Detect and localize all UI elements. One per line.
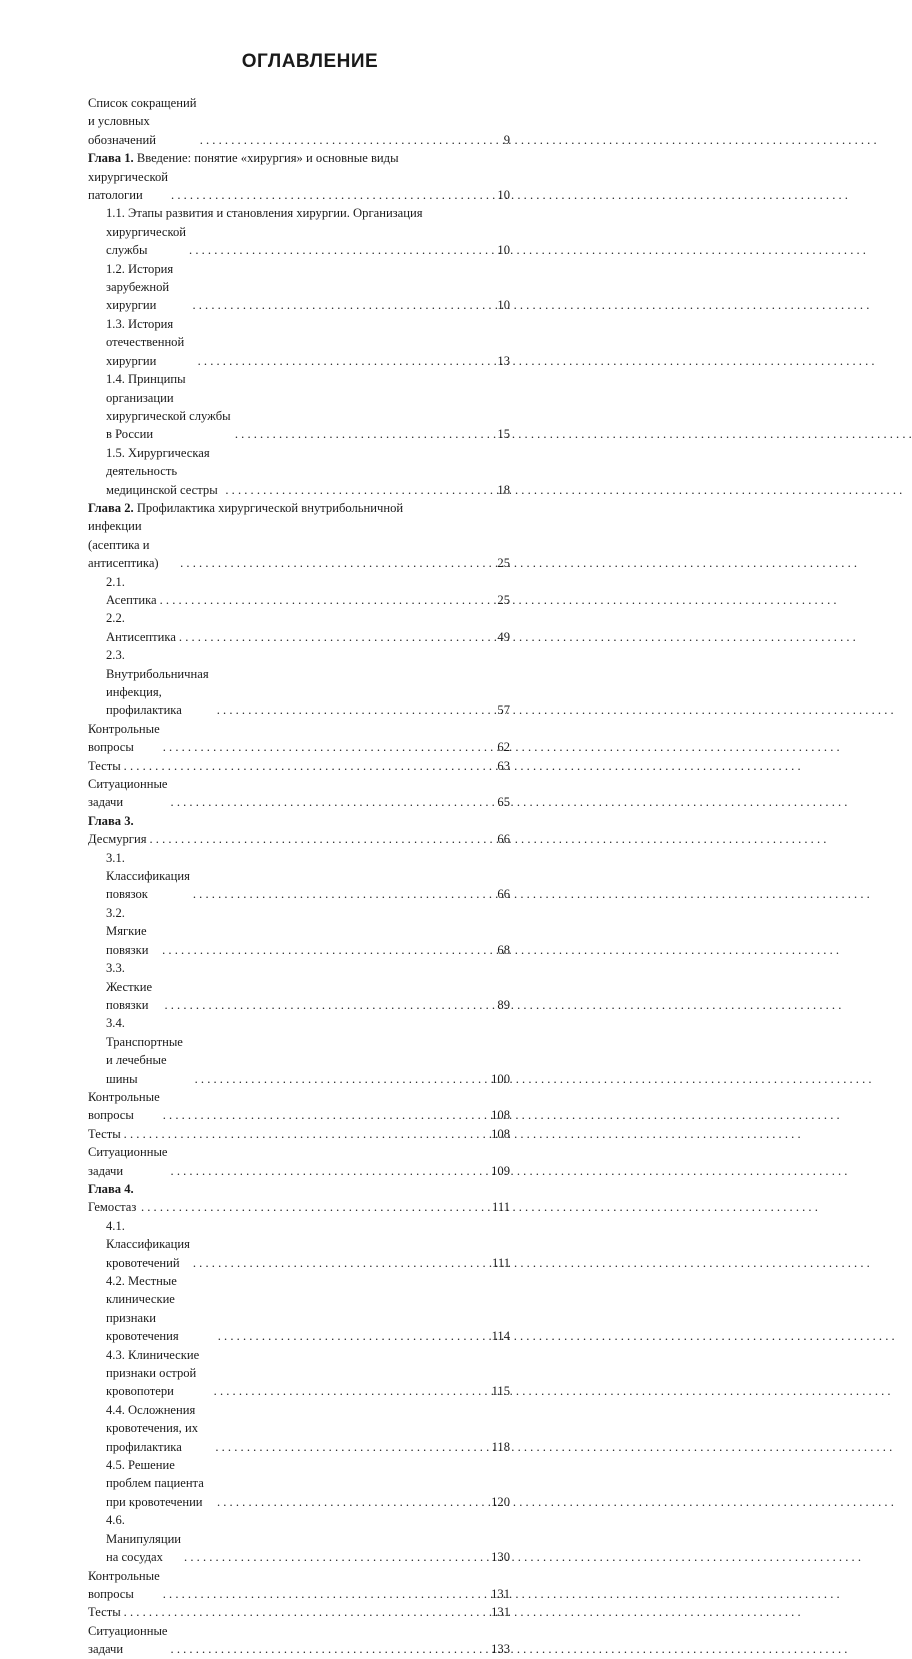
toc-entry[interactable] — [88, 1143, 510, 1180]
toc-entry[interactable] — [88, 646, 510, 720]
toc-page-number: 120 — [491, 1494, 510, 1509]
toc-entry-text: Ситуационные задачи — [88, 1145, 168, 1178]
toc-entry-text: 3.1. Классификация повязок — [106, 850, 190, 902]
dot-leader — [217, 1493, 488, 1511]
toc-entry[interactable] — [88, 1217, 510, 1272]
toc-entry-text: Ситуационные задачи — [88, 1623, 168, 1657]
toc-page-number: 133 — [491, 1642, 510, 1657]
toc-entry-label — [106, 444, 222, 499]
dot-leader — [180, 554, 494, 572]
toc-entry-label — [88, 1180, 138, 1217]
toc-entry-text: Контрольные вопросы — [88, 721, 160, 755]
dot-leader — [200, 131, 501, 149]
toc-entry-text: Тесты — [88, 758, 121, 773]
toc-page-number: 49 — [497, 629, 510, 644]
toc-entry[interactable] — [88, 904, 510, 959]
toc-page-number: 114 — [491, 1329, 510, 1344]
toc-entry[interactable] — [88, 1272, 510, 1346]
toc-page-number: 57 — [497, 703, 510, 718]
toc-entry-label — [88, 94, 197, 149]
toc-entry-label — [106, 609, 176, 646]
dot-leader — [198, 352, 495, 370]
toc-entry-text: хирургической службы — [106, 224, 187, 258]
toc-entry-text: Введение: понятие «хирургия» и основные виды — [136, 151, 399, 166]
toc-page-number: 89 — [497, 997, 510, 1012]
toc-entry[interactable] — [88, 1401, 510, 1456]
toc-entry[interactable] — [88, 1456, 510, 1511]
toc-entry-text: 3.4. Транспортные и лечебные шины — [106, 1016, 183, 1086]
toc-entry[interactable] — [88, 812, 510, 849]
toc-chapter-prefix: Глава 2. — [88, 500, 134, 515]
toc-entry-label — [106, 646, 214, 720]
toc-entry[interactable] — [88, 204, 510, 222]
toc-entry[interactable] — [88, 609, 510, 646]
dot-leader — [225, 481, 494, 499]
toc-entry[interactable] — [88, 1567, 510, 1604]
toc-page-number: 68 — [497, 942, 510, 957]
toc-entry-text: 2.3. Внутрибольничная инфекция, профилактика — [106, 648, 209, 718]
dot-leader — [163, 1106, 488, 1124]
toc-entry[interactable] — [88, 94, 510, 149]
toc-entry-label — [88, 1088, 160, 1125]
toc-chapter-prefix: Глава 1. — [88, 151, 134, 166]
toc-chapter-prefix: Глава 4. — [88, 1181, 134, 1196]
dot-leader — [184, 1548, 488, 1566]
toc-entry-text: Ситуационные задачи — [88, 777, 168, 810]
dot-leader — [171, 186, 494, 204]
dot-leader — [192, 296, 494, 314]
toc-entry[interactable] — [88, 223, 510, 260]
toc-entry[interactable] — [88, 517, 510, 572]
toc-entry-text: Тесты — [88, 1605, 121, 1620]
toc-entry-label — [106, 849, 190, 904]
toc-entry-text: Контрольные вопросы — [88, 1568, 160, 1601]
dot-leader — [218, 1327, 489, 1345]
toc-entry-text: 1.4. Принципы организации хирургической службы в России — [106, 372, 231, 442]
dot-leader — [124, 1125, 488, 1143]
toc-entry-label — [106, 1346, 211, 1401]
toc-entry-text: 3.3. Жесткие повязки — [106, 961, 153, 1012]
toc-page-number: 130 — [491, 1550, 510, 1565]
toc-entry[interactable] — [88, 444, 510, 499]
toc-entry-label — [88, 149, 399, 167]
toc-entry-label — [106, 370, 232, 444]
toc-entry-text: Контрольные вопросы — [88, 1089, 160, 1123]
toc-entry-label — [106, 260, 189, 315]
toc-entry-label — [106, 1456, 214, 1511]
toc-entry-label — [88, 775, 168, 812]
toc-page-number: 62 — [497, 740, 510, 755]
toc-page-number: 10 — [497, 243, 510, 258]
toc-entry[interactable] — [88, 775, 510, 812]
toc-page-number: 15 — [497, 427, 510, 442]
dot-leader — [150, 830, 495, 848]
toc-entry-label — [88, 1143, 168, 1180]
toc-entry[interactable] — [88, 168, 510, 205]
toc-entry[interactable] — [88, 1622, 510, 1659]
toc-page — [88, 48, 510, 1659]
toc-chapter-prefix: Глава 3. — [88, 813, 134, 828]
toc-page-number: 25 — [497, 556, 510, 571]
toc-entry-label — [88, 1622, 168, 1659]
toc-entry[interactable] — [88, 1125, 510, 1143]
toc-entry[interactable] — [88, 849, 510, 904]
toc-page-number: 10 — [497, 298, 510, 313]
toc-entry-text: 2.1. Асептика — [106, 574, 157, 607]
toc-list — [88, 94, 510, 1659]
toc-entry-label — [106, 573, 157, 610]
toc-entry-text: 4.6. Манипуляции на сосудах — [106, 1513, 182, 1565]
toc-entry-text: 1.3. История отечественной хирургии — [106, 316, 185, 368]
toc-entry[interactable] — [88, 499, 510, 517]
dot-leader — [215, 1438, 488, 1456]
toc-page-number: 18 — [497, 482, 510, 497]
toc-entry-label — [88, 757, 121, 775]
toc-entry-text: 1.5. Хирургическая деятельность медицинской сестры — [106, 445, 218, 497]
page-title: ОГЛАВЛЕНИЕ — [241, 51, 379, 72]
dot-leader — [193, 1254, 489, 1272]
toc-page-number: 65 — [497, 795, 510, 810]
toc-entry[interactable] — [88, 1014, 510, 1088]
toc-page-number: 66 — [497, 832, 510, 847]
toc-entry-label — [106, 223, 186, 260]
toc-page-number: 9 — [503, 132, 510, 147]
toc-entry-label — [106, 1014, 192, 1088]
toc-entry-label — [106, 1401, 212, 1456]
toc-entry-text: Гемостаз — [88, 1200, 137, 1215]
toc-entry-text: Десмургия — [88, 832, 147, 847]
dot-leader — [171, 1162, 489, 1180]
dot-leader — [160, 591, 495, 609]
toc-entry-text: 4.2. Местные клинические признаки кровотечения — [106, 1274, 179, 1344]
toc-entry-label — [106, 1511, 181, 1566]
toc-entry[interactable] — [88, 573, 510, 610]
dot-leader — [171, 793, 495, 811]
toc-page-number: 66 — [497, 887, 510, 902]
toc-page-number: 115 — [491, 1384, 510, 1399]
toc-entry-label — [106, 204, 423, 222]
toc-page-number: 10 — [497, 188, 510, 203]
toc-entry[interactable] — [88, 1346, 510, 1401]
dot-leader — [162, 941, 494, 959]
dot-leader — [217, 701, 495, 719]
toc-page-number: 108 — [491, 1108, 510, 1123]
toc-entry[interactable] — [88, 1180, 510, 1217]
toc-entry-label — [88, 1567, 160, 1604]
toc-entry-text: 2.2. Антисептика — [106, 611, 176, 644]
toc-entry-label — [88, 1125, 121, 1143]
toc-entry-text: 3.2. Мягкие повязки — [106, 905, 149, 957]
dot-leader — [189, 241, 494, 259]
toc-entry-text: 4.5. Решение проблем пациента при кровотечении — [106, 1458, 204, 1509]
toc-entry[interactable] — [88, 959, 510, 1014]
toc-page-number: 111 — [492, 1200, 510, 1215]
toc-entry[interactable] — [88, 1603, 510, 1621]
toc-entry-text: инфекции (асептика и антисептика) — [88, 519, 159, 571]
toc-page-number: 118 — [491, 1439, 510, 1454]
toc-page-number: 109 — [491, 1163, 510, 1178]
dot-leader — [164, 996, 494, 1014]
dot-leader — [141, 1198, 489, 1216]
dot-leader — [124, 757, 495, 775]
toc-entry[interactable] — [88, 149, 510, 167]
toc-entry-text: хирургической патологии — [88, 169, 169, 203]
toc-entry-label — [106, 959, 161, 1014]
dot-leader — [124, 1603, 488, 1621]
toc-entry-label — [106, 1272, 215, 1346]
toc-page-number: 100 — [491, 1071, 510, 1086]
dot-leader — [163, 738, 495, 756]
toc-entry[interactable] — [88, 757, 510, 775]
toc-entry-text: Профилактика хирургической внутрибольничной — [136, 500, 404, 515]
toc-entry-text: 1.2. История зарубежной хирургии — [106, 261, 174, 313]
toc-entry-text: Тесты — [88, 1126, 121, 1141]
toc-entry-label — [88, 720, 160, 757]
toc-entry-text: 4.4. Осложнения кровотечения, их профилактика — [106, 1402, 199, 1454]
dot-leader — [214, 1382, 489, 1400]
toc-entry-label — [106, 904, 159, 959]
toc-page-number: 13 — [497, 353, 510, 368]
toc-entry-text: 4.3. Клинические признаки острой кровопотери — [106, 1347, 200, 1399]
toc-page-number: 108 — [491, 1126, 510, 1141]
dot-leader — [179, 628, 495, 646]
toc-page-number: 111 — [492, 1255, 510, 1270]
dot-leader — [235, 425, 495, 443]
toc-entry-text: 4.1. Классификация кровотечений — [106, 1218, 190, 1270]
toc-entry-label — [88, 517, 177, 572]
toc-entry-text: 1.1. Этапы развития и становления хирургии. Организация — [106, 206, 423, 221]
toc-page-number: 25 — [497, 592, 510, 607]
dot-leader — [195, 1070, 489, 1088]
dot-leader — [171, 1640, 489, 1658]
toc-entry-label — [88, 812, 147, 849]
toc-entry-label — [88, 168, 168, 205]
toc-entry-label — [106, 315, 195, 370]
toc-page-number: 131 — [491, 1605, 510, 1620]
toc-entry[interactable] — [88, 315, 510, 370]
toc-page-number: 63 — [497, 758, 510, 773]
dot-leader — [193, 885, 495, 903]
toc-entry[interactable] — [88, 370, 510, 444]
toc-page-number: 131 — [491, 1586, 510, 1601]
toc-entry-text: Список сокращений и условных обозначений — [88, 96, 197, 147]
toc-entry[interactable] — [88, 1088, 510, 1125]
toc-entry[interactable] — [88, 1511, 510, 1566]
toc-entry[interactable] — [88, 260, 510, 315]
dot-leader — [163, 1585, 488, 1603]
toc-entry-label — [88, 499, 403, 517]
toc-entry[interactable] — [88, 720, 510, 757]
toc-entry-label — [106, 1217, 190, 1272]
toc-entry-label — [88, 1603, 121, 1621]
